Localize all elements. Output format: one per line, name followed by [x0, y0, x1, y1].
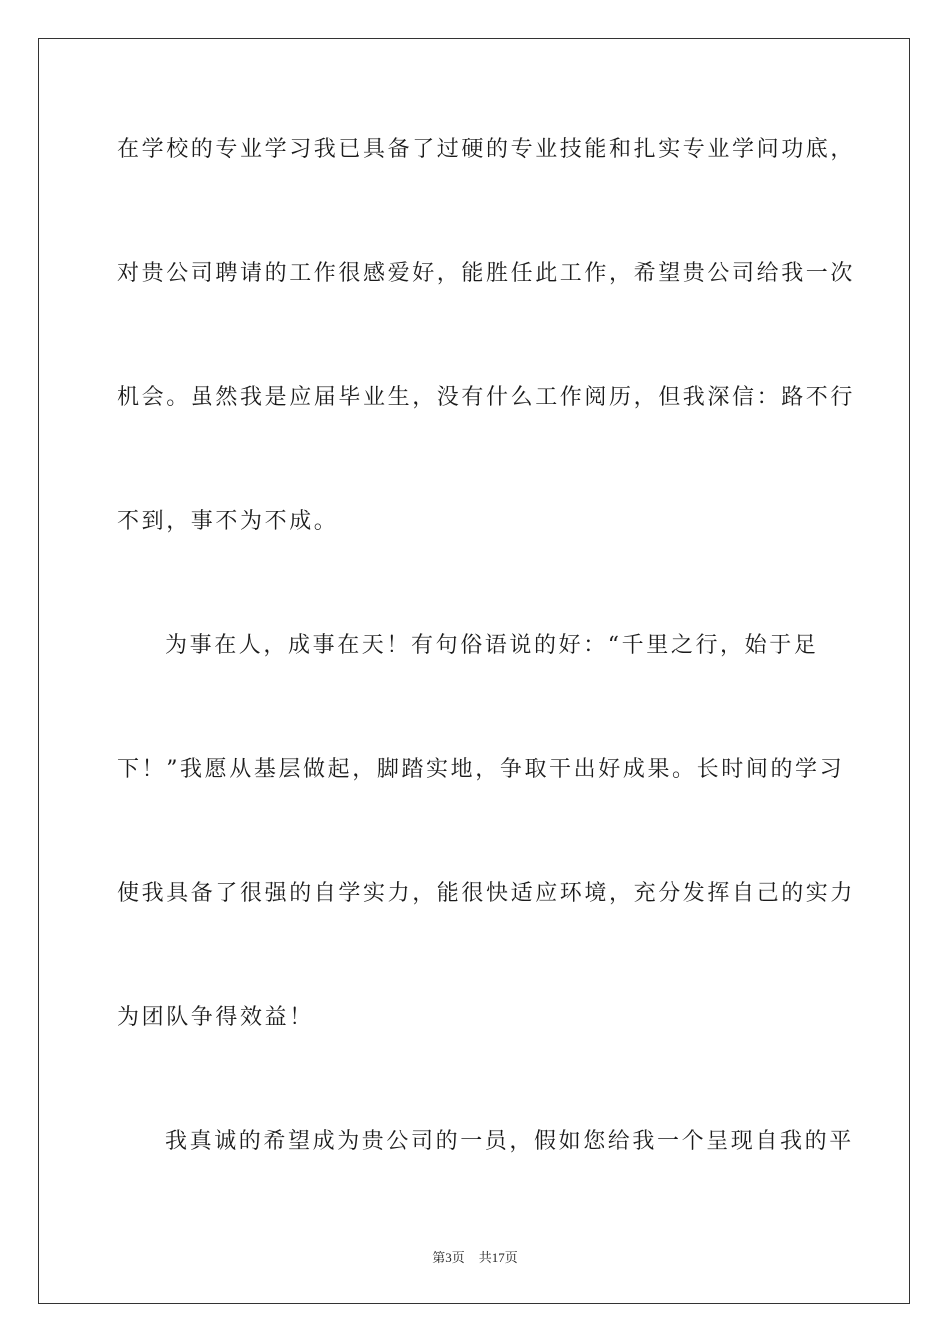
- body-line-1: 在学校的专业学习我已具备了过硬的专业技能和扎实专业学问功底，: [117, 137, 856, 162]
- body-line-2: 对贵公司聘请的工作很感爱好，能胜任此工作，希望贵公司给我一次: [117, 261, 856, 286]
- body-line-5: 为事在人，成事在天！有句俗语说的好：“千里之行，始于足: [165, 633, 819, 658]
- body-line-4: 不到，事不为不成。: [117, 509, 339, 534]
- body-line-3: 机会。虽然我是应届毕业生，没有什么工作阅历，但我深信：路不行: [117, 385, 856, 410]
- body-line-6: 下！”我愿从基层做起，脚踏实地，争取干出好成果。长时间的学习: [117, 757, 845, 782]
- page-border: [38, 38, 910, 1304]
- body-line-7: 使我具备了很强的自学实力，能很快适应环境，充分发挥自己的实力: [117, 881, 856, 906]
- body-line-9: 我真诚的希望成为贵公司的一员，假如您给我一个呈现自我的平: [165, 1129, 854, 1154]
- page-number: 第3页: [432, 1250, 465, 1265]
- body-line-8: 为团队争得效益！: [117, 1005, 314, 1030]
- page-footer: [0, 1247, 950, 1266]
- page-total: 共17页: [478, 1250, 518, 1265]
